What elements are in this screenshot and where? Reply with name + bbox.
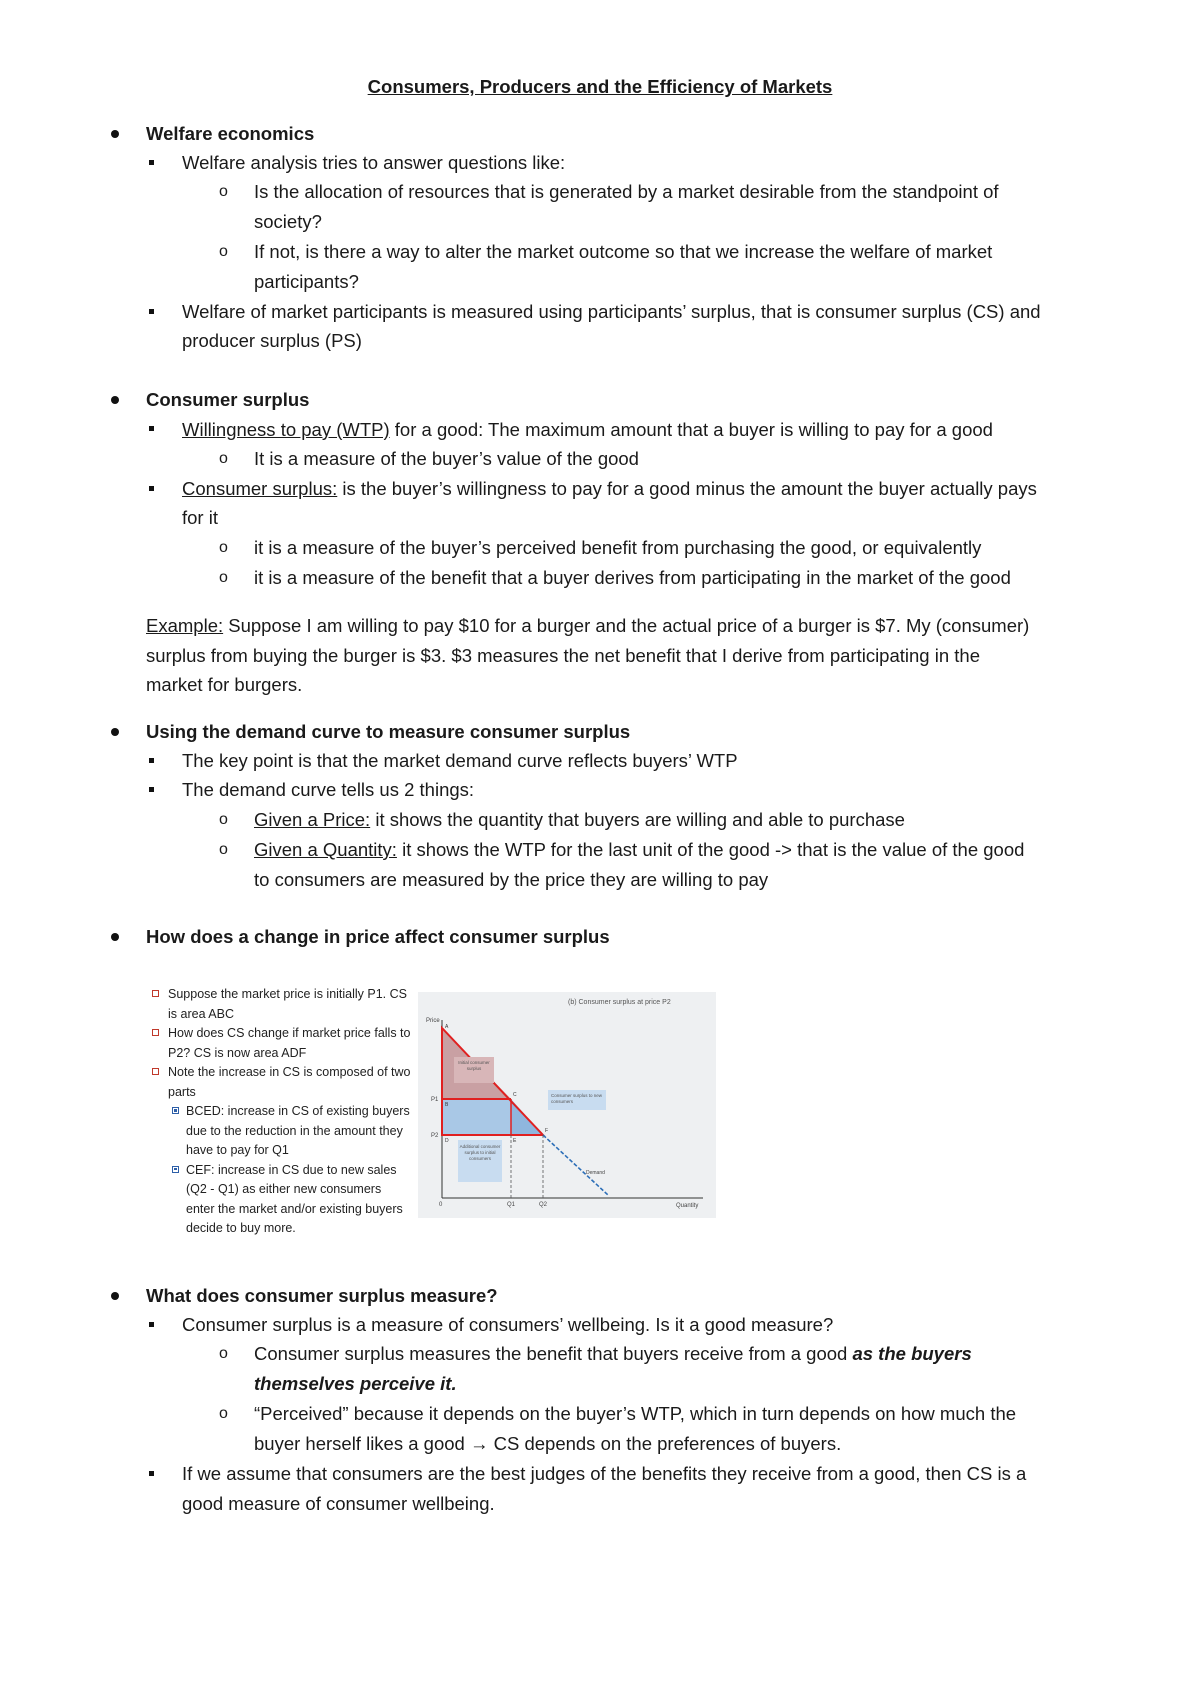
welfare-item-1: Welfare analysis tries to answer questions like: (182, 152, 566, 173)
bullet-circle: o (219, 1405, 228, 1422)
note-bullet (152, 1029, 159, 1036)
example-label: Example: (146, 615, 224, 636)
point-a: A (445, 1024, 449, 1030)
page-title: Consumers, Producers and the Efficiency of Markets (367, 76, 833, 97)
new-consumers-label: Consumer surplus to new consumers (551, 1093, 603, 1104)
cs-sub-1: it is a measure of the buyer’s perceived benefit from purchasing the good, or equivalently (254, 537, 982, 558)
demand-item-1: The key point is that the market demand curve reflects buyers’ WTP (182, 750, 738, 771)
section-heading-consumer-surplus: Consumer surplus (146, 389, 310, 410)
wtp-text: for a good: The maximum amount that a buyer is willing to pay for a good (389, 419, 993, 440)
bullet-square (149, 787, 154, 792)
x-axis-label: Quantity (676, 1203, 699, 1209)
welfare-item-2a: Welfare of market participants is measured using participants’ surplus, that is consumer surplus (CS) and (182, 301, 1041, 322)
figure-note (150, 1063, 412, 1102)
measure-sub-2-text: buyer herself likes a good (254, 1433, 470, 1454)
bullet-square (149, 1322, 154, 1327)
figure-notes (150, 985, 412, 1239)
demand-curve (543, 1135, 608, 1195)
bullet-circle: o (219, 539, 228, 556)
figure-note (150, 1024, 412, 1063)
measure-sub-2-tail: CS depends on the preferences of buyers. (488, 1433, 842, 1454)
tick-q1: Q1 (507, 1202, 516, 1208)
bullet-dot (111, 933, 119, 941)
wtp-term: Willingness to pay (WTP) (182, 419, 390, 440)
chart-title: (b) Consumer surplus at price P2 (568, 999, 671, 1006)
welfare-question-1b: society? (254, 211, 322, 232)
welfare-item-2b: producer surplus (PS) (182, 330, 362, 351)
section-heading-measure: What does consumer surplus measure? (146, 1285, 498, 1306)
given-quantity-term: Given a Quantity: (254, 839, 397, 860)
bullet-dot (111, 130, 119, 138)
subnote-text: CEF: increase in CS due to new sales (Q2 - Q1) as either new consumers enter the market and/or existing buyers decide to buy more. (186, 1162, 403, 1235)
measure-sub-1a (254, 1342, 972, 1366)
bullet-circle: o (219, 243, 228, 260)
example-line-1 (146, 614, 1029, 638)
point-d: D (445, 1138, 449, 1144)
point-e: E (513, 1138, 517, 1144)
measure-sub-2a: “Perceived” because it depends on the buyer’s WTP, which in turn depends on how much the (254, 1403, 1017, 1424)
section-heading-price-change: How does a change in price affect consumer surplus (146, 926, 610, 947)
bullet-dot (111, 728, 119, 736)
welfare-question-2a: If not, is there a way to alter the market outcome so that we increase the welfare of market (254, 241, 993, 262)
bullet-circle: o (219, 569, 228, 586)
demand-label: Demand (586, 1170, 605, 1176)
measure-item-2a: If we assume that consumers are the best judges of the benefits they receive from a good, then CS is a (182, 1463, 1027, 1484)
measure-item-1: Consumer surplus is a measure of consumers’ wellbeing. Is it a good measure? (182, 1314, 834, 1335)
wtp-definition (182, 418, 993, 442)
measure-sub-1-emphasis: as the buyers (852, 1343, 972, 1364)
welfare-question-2b: participants? (254, 271, 359, 292)
demand-item-2: The demand curve tells us 2 things: (182, 779, 475, 800)
tick-q2: Q2 (539, 1202, 548, 1208)
given-price-text: it shows the quantity that buyers are willing and able to purchase (370, 809, 905, 830)
consumer-surplus-chart (418, 992, 716, 1218)
arrow-right-icon: → (469, 1433, 489, 1454)
note-text: Suppose the market price is initially P1. CS is area ABC (168, 987, 407, 1021)
figure-subnote (150, 1161, 412, 1239)
demand-sub-1 (254, 808, 905, 832)
section-heading-welfare: Welfare economics (146, 123, 315, 144)
measure-sub-2b (254, 1432, 841, 1456)
welfare-question-1a: Is the allocation of resources that is generated by a market desirable from the standpoint of (254, 181, 999, 202)
cs-text: is the buyer’s willingness to pay for a good minus the amount the buyer actually pays (337, 478, 1037, 499)
note-bullet (152, 1068, 159, 1075)
bullet-dot (111, 396, 119, 404)
bullet-circle: o (219, 811, 228, 828)
tick-p1: P1 (431, 1097, 439, 1103)
chart-svg (418, 992, 716, 1218)
point-f: F (545, 1128, 549, 1134)
given-price-term: Given a Price: (254, 809, 371, 830)
figure-note (150, 985, 412, 1024)
subnote-text: BCED: increase in CS of existing buyers due to the reduction in the amount they have to pay for Q1 (186, 1104, 410, 1157)
bullet-square (149, 1471, 154, 1476)
bullet-dot (111, 1292, 119, 1300)
note-bullet (152, 990, 159, 997)
note-text: Note the increase in CS is composed of two parts (168, 1065, 411, 1099)
note-text: How does CS change if market price falls to P2? CS is now area ADF (168, 1026, 411, 1060)
figure-subnote (150, 1102, 412, 1161)
cs-definition-cont: for it (182, 507, 218, 528)
demand-sub-2-cont: to consumers are measured by the price they are willing to pay (254, 869, 769, 890)
bullet-circle: o (219, 450, 228, 467)
y-axis-label: Price (426, 1018, 440, 1024)
point-c: C (513, 1092, 517, 1098)
point-b: B (445, 1102, 449, 1108)
cs-sub-2: it is a measure of the benefit that a buyer derives from participating in the market of the good (254, 567, 1011, 588)
given-quantity-text: it shows the WTP for the last unit of the good -> that is the value of the good (396, 839, 1025, 860)
cs-term: Consumer surplus: (182, 478, 338, 499)
additional-cs-area (442, 1099, 511, 1135)
note-bullet (172, 1107, 179, 1114)
example-line-2: surplus from buying the burger is $3. $3 measures the net benefit that I derive from participating in the (146, 645, 980, 666)
note-bullet (172, 1166, 179, 1173)
additional-cs-label: Additional consumer surplus to initial consumers (459, 1144, 501, 1161)
demand-sub-2 (254, 838, 1024, 862)
bullet-square (149, 758, 154, 763)
tick-origin: 0 (439, 1202, 443, 1208)
example-line-3: market for burgers. (146, 674, 303, 695)
wtp-sub: It is a measure of the buyer’s value of the good (254, 448, 639, 469)
measure-sub-1-text: Consumer surplus measures the benefit that buyers receive from a good (254, 1343, 853, 1364)
bullet-square (149, 486, 154, 491)
example-text-1: Suppose I am willing to pay $10 for a burger and the actual price of a burger is $7. My (consumer) (223, 615, 1030, 636)
section-heading-demand: Using the demand curve to measure consumer surplus (146, 721, 631, 742)
bullet-square (149, 309, 154, 314)
bullet-square (149, 426, 154, 431)
bullet-circle: o (219, 183, 228, 200)
initial-cs-label: Initial consumer surplus (458, 1060, 490, 1071)
bullet-circle: o (219, 1345, 228, 1362)
measure-sub-1b: themselves perceive it. (254, 1373, 457, 1394)
cs-definition (182, 477, 1037, 501)
bullet-circle: o (219, 841, 228, 858)
bullet-square (149, 160, 154, 165)
tick-p2: P2 (431, 1133, 439, 1139)
measure-item-2b: good measure of consumer wellbeing. (182, 1493, 495, 1514)
